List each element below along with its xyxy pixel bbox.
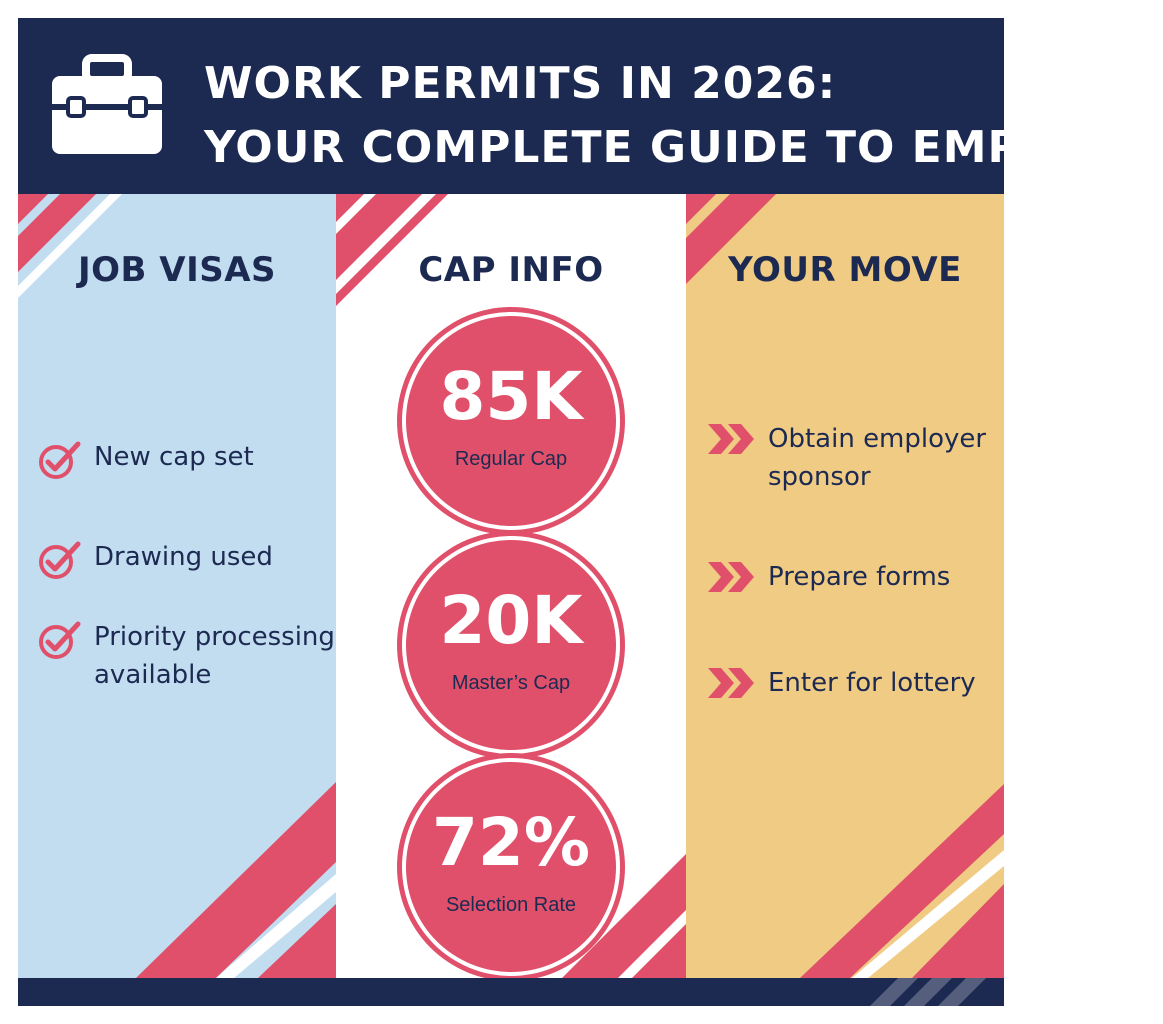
check-circle-icon <box>38 620 82 660</box>
list-item-text: Drawing used <box>94 542 273 572</box>
infographic <box>18 18 1163 1006</box>
cap-info-column <box>336 194 686 978</box>
page-title-line-1: WORK PERMITS IN 2026: <box>204 58 837 109</box>
stat-value: 72% <box>432 804 590 881</box>
list-item-text: Prepare forms <box>768 562 951 592</box>
list-item-text: New cap set <box>94 442 254 472</box>
your-move-column <box>686 194 1004 978</box>
list-item-text: Obtain employer sponsor <box>768 424 987 492</box>
stat-label: Selection Rate <box>445 894 577 916</box>
double-chevron-icon <box>708 668 756 698</box>
your-move-title: YOUR MOVE <box>728 250 962 290</box>
job-visas-title: JOB VISAS <box>77 250 277 290</box>
list-item-text: Priority processing available <box>94 622 335 690</box>
stat-value: 20K <box>439 582 583 659</box>
page-title-line-2: YOUR COMPLETE GUIDE TO EMPLOYM <box>204 122 1163 173</box>
column-stripes <box>18 194 336 978</box>
cap-info-title: CAP INFO <box>418 250 604 290</box>
header-banner <box>18 18 1163 194</box>
stat-label: Master’s Cap <box>451 672 571 694</box>
list-item-text: Enter for lottery <box>768 668 976 698</box>
check-circle-icon <box>38 540 82 580</box>
check-circle-icon <box>38 440 82 480</box>
briefcase-icon <box>50 56 164 156</box>
stat-circle-masters-cap <box>406 540 616 750</box>
double-chevron-icon <box>708 424 756 454</box>
stat-label: Regular Cap <box>454 448 568 470</box>
stat-value: 85K <box>439 358 583 435</box>
footer-stripes <box>18 978 1004 1006</box>
job-visas-column <box>18 194 336 978</box>
stat-circle-regular-cap <box>406 316 616 526</box>
double-chevron-icon <box>708 562 756 592</box>
stat-circle-selection-rate <box>406 762 616 972</box>
footer-bar <box>18 978 1004 1006</box>
